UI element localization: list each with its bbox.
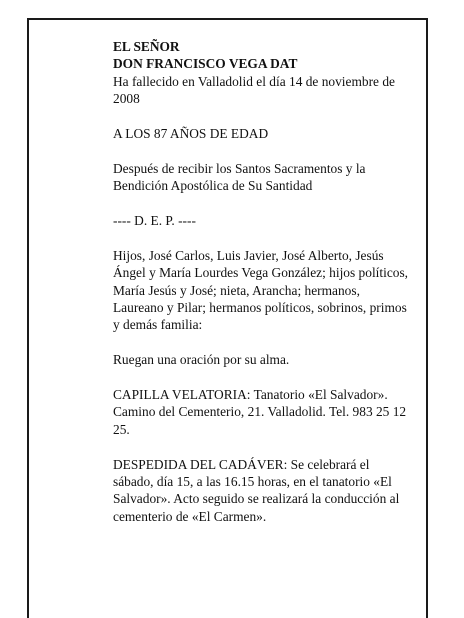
sacraments-paragraph: Después de recibir los Santos Sacramentos y la Bendición Apostólica de Su Santidad <box>113 160 366 194</box>
age-line: A LOS 87 AÑOS DE EDAD <box>113 126 269 142</box>
farewell-paragraph: DESPEDIDA DEL CADÁVER: Se celebrará el sábado, día 15, a las 16.15 horas, en el tanatorio «El Salvador». Acto seguido se realizará la conducción al cementerio de «El Carmen». <box>113 456 400 524</box>
death-info: Ha fallecido en Valladolid el día 14 de noviembre de 2008 <box>113 73 395 107</box>
prayer-line: Ruegan una oración por su alma. <box>113 352 290 368</box>
chapel-paragraph: CAPILLA VELATORIA: Tanatorio «El Salvador». Camino del Cementerio, 21. Valladolid. Tel. 983 25 12 25. <box>113 387 407 437</box>
family-paragraph: Hijos, José Carlos, Luis Javier, José Alberto, Jesús Ángel y María Lourdes Vega González; hijos políticos, María Jesús y José; nieta, Arancha; hermanos, Laureano y Pilar; hermanos políticos, sobrinos, primos y demás familia: <box>113 247 409 333</box>
name-line-2: DON FRANCISCO VEGA DAT <box>113 56 298 72</box>
rip-line: ---- D. E. P. ---- <box>113 213 196 229</box>
name-line-1: EL SEÑOR <box>113 39 180 54</box>
obituary-notice <box>113 38 413 543</box>
